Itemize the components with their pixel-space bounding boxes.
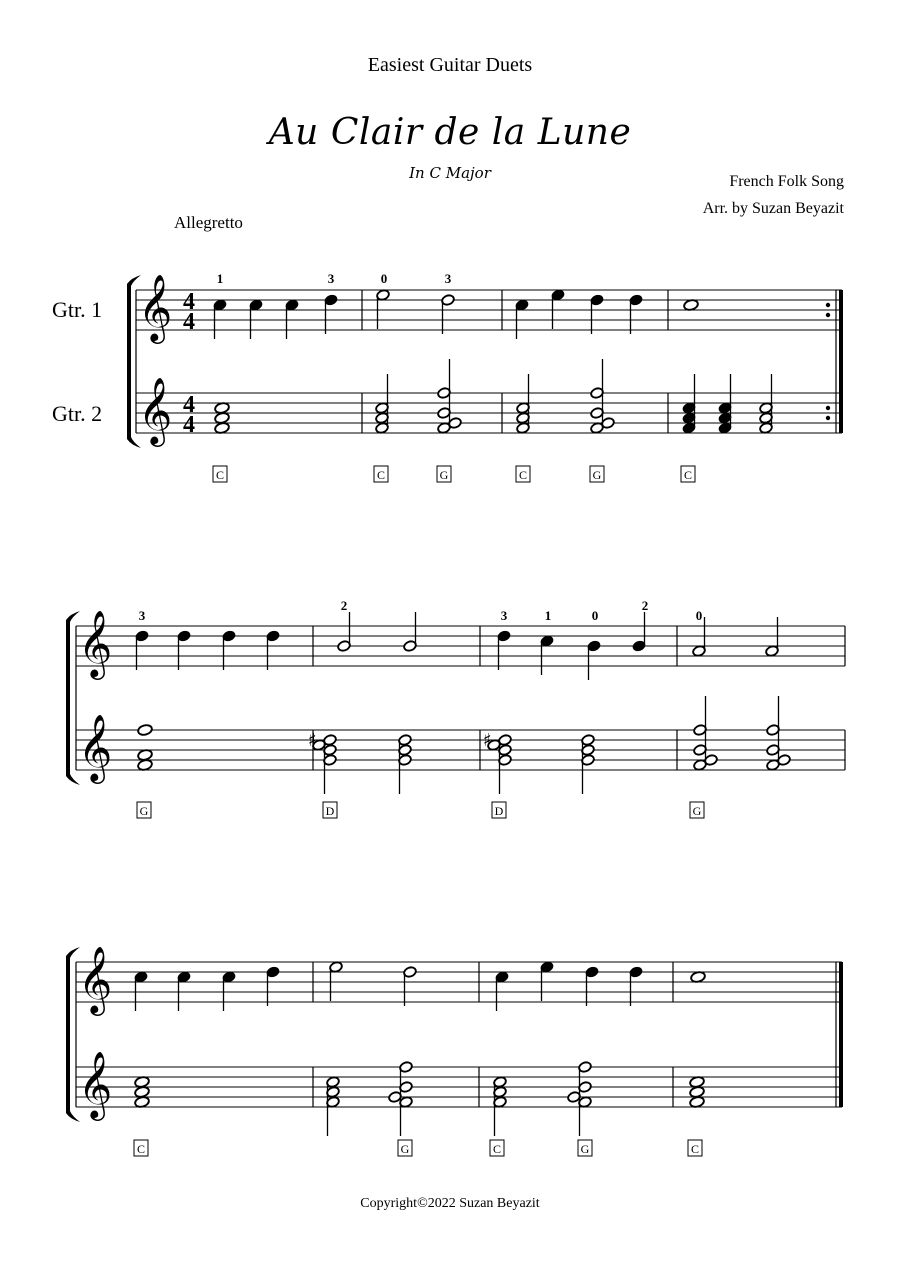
time-signature-bottom: 4 [183, 412, 195, 438]
sharp-sign: ♯ [483, 730, 492, 751]
chord-symbol: C [492, 1142, 502, 1156]
fingering-number: 3 [138, 608, 146, 623]
chord-symbol: G [439, 468, 449, 482]
notehead [690, 971, 706, 984]
time-signature-top: 4 [183, 392, 195, 418]
notehead [134, 1076, 150, 1089]
instrument-label-guitar2: Gtr. 2 [52, 401, 103, 426]
chord-symbol: G [592, 468, 602, 482]
chord-symbol: D [325, 804, 335, 818]
notehead [214, 402, 230, 415]
copyright-notice: Copyright©2022 Suzan Beyazit [360, 1196, 540, 1211]
arranger-credit: Arr. by Suzan Beyazit [702, 200, 844, 217]
repeat-dot [826, 406, 830, 410]
chord-symbol: G [400, 1142, 410, 1156]
treble-clef-icon: 𝄞 [78, 1050, 113, 1118]
notehead [137, 724, 153, 737]
chord-symbol: C [690, 1142, 700, 1156]
treble-clef-icon: 𝄞 [78, 713, 113, 781]
notehead [689, 1076, 705, 1089]
chord-symbol: C [136, 1142, 146, 1156]
system-thick-barline [839, 330, 843, 393]
repeat-dot [826, 416, 830, 420]
fingering-number: 0 [380, 271, 388, 286]
repeat-dot [826, 303, 830, 307]
fingering-number: 1 [544, 608, 552, 623]
system-bracket [127, 284, 131, 439]
chord-symbol: C [215, 468, 225, 482]
chord-symbol: D [494, 804, 504, 818]
notehead [137, 749, 153, 762]
system-bracket [66, 956, 70, 1113]
piece-title: Au Clair de la Lune [268, 112, 632, 153]
chord-symbol: C [683, 468, 693, 482]
piece-subtitle: In C Major [409, 164, 491, 182]
composer-credit: French Folk Song [729, 173, 844, 190]
instrument-label-guitar1: Gtr. 1 [52, 297, 103, 322]
repeat-dot [826, 313, 830, 317]
fingering-number: 3 [444, 271, 452, 286]
time-signature-top: 4 [183, 289, 195, 315]
tempo-marking: Allegretto [174, 213, 243, 232]
treble-clef-icon: 𝄞 [138, 376, 173, 444]
repeat-thick-barline [839, 393, 843, 433]
collection-title: Easiest Guitar Duets [367, 54, 533, 76]
chord-symbol: G [692, 804, 702, 818]
sharp-sign: ♯ [308, 730, 317, 751]
fingering-number: 2 [340, 598, 348, 613]
fingering-number: 3 [500, 608, 508, 623]
fingering-number: 1 [216, 271, 224, 286]
notehead [683, 299, 699, 312]
fingering-number: 0 [591, 608, 599, 623]
treble-clef-icon: 𝄞 [78, 609, 113, 677]
time-signature-bottom: 4 [183, 309, 195, 335]
repeat-thick-barline [839, 290, 843, 330]
fingering-number: 3 [327, 271, 335, 286]
fingering-number: 0 [695, 608, 703, 623]
treble-clef-icon: 𝄞 [138, 273, 173, 341]
final-thick-barline [839, 962, 843, 1107]
chord-symbol: G [139, 804, 149, 818]
fingering-number: 2 [641, 598, 649, 613]
chord-symbol: C [518, 468, 528, 482]
treble-clef-icon: 𝄞 [78, 945, 113, 1013]
system-bracket [66, 620, 70, 776]
chord-symbol: C [376, 468, 386, 482]
chord-symbol: G [580, 1142, 590, 1156]
